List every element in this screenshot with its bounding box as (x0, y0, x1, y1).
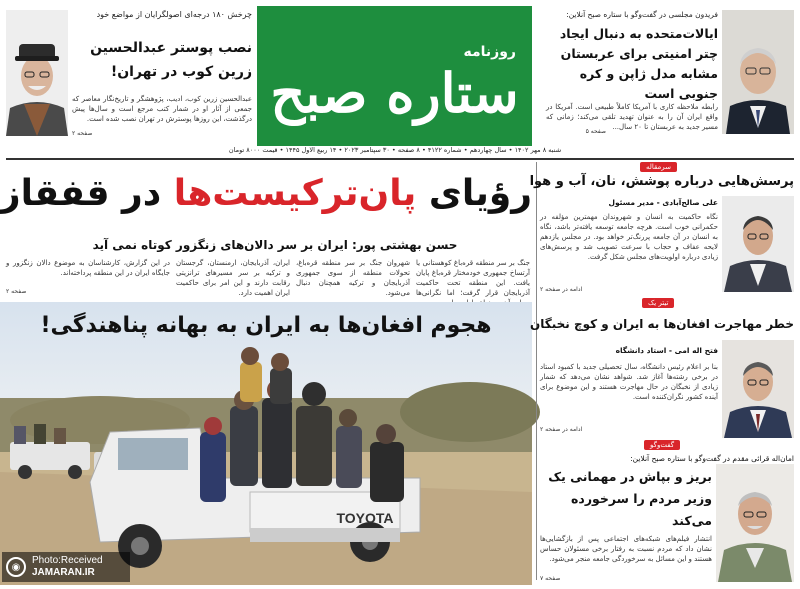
gharaei-photo (716, 464, 794, 582)
photo-credit (2, 552, 130, 582)
col-c-section-tag: گفت‌وگو (644, 440, 680, 450)
main-subhead: حسن بهشتی پور: ایران بر سر دالان‌های زنگزور کوتاه نمی آید (92, 238, 458, 252)
col-c-kicker: امان‌اله قرائی مقدم در گفت‌وگو با ستاره صبح آنلاین: (630, 454, 794, 463)
photo-headline: هجوم افغان‌ها به ایران به بهانه پناهندگی! (40, 313, 492, 338)
zarrinkoub-photo (6, 10, 68, 136)
main-page-ref: صفحه ۲ (6, 288, 27, 295)
col-a-body: نگاه حاکمیت به انسان و شهروندان مهمترین مؤلفه در حکمرانی خوب است. هرچه جامعه توسعه یافته‌تر باشد، نگاه به انسان در آن جامعه پررنگ‌تر خواهد بود. در مجلس یازدهم لایحه عفاف و حجاب با سرعت تصویب شد و پرسش‌های زیادی درباره اولویت‌های مجلس شکل گرفت. (540, 213, 718, 261)
masthead (257, 6, 532, 146)
masthead-small-label: روزنامه (463, 44, 516, 60)
main-col-1: جنگ بر سر منطقه قره‌باغ کوهستانی یا آرتساخ جمهوری خودمختار قره‌باغ پایان یافت. این منطقه تحت حاکمیت آذربایجان قرار گرفت؛ اما نگرانی‌ها (416, 259, 530, 297)
top-right-page-ref: صفحه ۵ (585, 128, 606, 135)
col-c-headline: بریز و بپاش در مهمانی یک وزیر مردم را سرخورده می‌کند (548, 469, 712, 528)
top-right-kicker: فریدون مجلسی در گفت‌وگو با ستاره صبح آنلاین: (566, 10, 718, 19)
top-left-page-ref: صفحه ۲ (72, 130, 93, 137)
col-b-headline: خطر مهاجرت افغان‌ها به ایران و کوچ نخبگان (529, 317, 794, 331)
col-b-byline: فتح اله امی - استاد دانشگاه (615, 346, 718, 355)
photo-credit-line1: Photo:Received (32, 555, 103, 566)
col-a-byline: علی صالح‌آبادی - مدیر مسئول (608, 198, 718, 207)
col-b-section-tag: تیتر یک (642, 298, 674, 308)
column-divider (536, 162, 537, 580)
jamaran-logo-icon: ◉ (6, 557, 26, 577)
main-col-2: شهروان جنگ بر سر منطقه قره‌باغ، تحولات منطقه از سوی جمهوری آذربایجان و ترکیه همچنان دنبال می‌شود. (296, 259, 410, 297)
top-left-body: عبدالحسین زرین کوب، ادیب، پژوهشگر و تاریخ‌نگار معاصر که جمعی از آثار او در شمار کتب مرجع است و سال‌ها پیش درگذشت، این روزها پوسترش در تهران نصب شده است. (72, 95, 252, 123)
date-line: شنبه ۸ مهر ۱۴۰۲ • سال چهاردهم • شماره ۴۱۲۲ • ۸ صفحه • ۳۰ سپتامبر ۲۰۲۳ • ۱۴ ربیع الاول ۱۴۴۵ • قیمت ۸۰۰۰ تومان (228, 146, 562, 154)
masthead-rule (6, 158, 794, 160)
col-c-body: انتشار فیلم‌های شبکه‌های اجتماعی پس از بازگشایی‌ها نشان داد که مردم نسبت به رفتار برخی مسئولان حساس هستند و این مسائل به سرخوردگی جامعه منجر می‌شود. (540, 535, 712, 563)
col-c-page-ref: صفحه ۷ (540, 575, 561, 582)
col-b-page-ref: ادامه در صفحه ۲ (540, 426, 583, 433)
col-a-headline: پرسش‌هایی درباره پوشش، نان، آب و هوا (529, 174, 794, 189)
main-headline-post: در قفقاز (0, 173, 174, 214)
truck-brand: TOYOTA (336, 510, 394, 526)
salehabadi-photo (722, 196, 794, 292)
photo-credit-text (32, 555, 103, 579)
main-headline (0, 166, 532, 222)
top-right-headline: ایالات‌متحده به دنبال ایجاد چتر امنیتی برای عربستان مشابه مدل ژاپن و کره جنوبی است (559, 26, 718, 101)
main-col-3: ایران، آذربایجان، ارمنستان، گرجستان و ترکیه بر سر مسیرهای ترانزیتی رقابت دارند و این امر برای حاکمیت ایران اهمیت دارد. (176, 259, 290, 297)
masthead-logo: ستاره صبح (270, 61, 519, 125)
col-b-body: بنا بر اعلام رئیس دانشگاه، سال تحصیلی جدید با کمبود استاد در برخی رشته‌ها آغاز شد. شواهد نشان می‌دهد که شمار زیادی از نخبگان در حال مهاجرت هستند و این موضوع برای آینده کشور نگران‌کننده است. (540, 363, 718, 401)
col-a-page-ref: ادامه در صفحه ۲ (540, 286, 583, 293)
mojlesi-photo (722, 10, 794, 134)
top-left-headline: نصب پوستر عبدالحسین زرین کوب در تهران! (90, 40, 252, 80)
main-headline-red: پان‌ترکیست‌ها (173, 173, 417, 214)
main-col-4: در این گزارش، کارشناسان به موضوع دالان زنگزور و جایگاه ایران در این منطقه پرداخته‌اند. (6, 259, 170, 277)
col-a-section-tag: سرمقاله (640, 162, 677, 172)
top-left-kicker: چرخش ۱۸۰ درجه‌ای اصولگرایان از مواضع خود (96, 10, 252, 19)
top-right-body: رابطه ملاحظه کاری با آمریکا کاملاً طبیعی است. آمریکا در واقع ایران آن را به عنوان تهدید تلقی می‌کند؛ زمانی که مسیر جدید به عربستان تا ۲۰ سال... (546, 103, 718, 131)
main-headline-pre: رؤیای (416, 173, 532, 214)
photo-credit-line2: JAMARAN.IR (32, 567, 95, 578)
ommi-photo (722, 340, 794, 438)
